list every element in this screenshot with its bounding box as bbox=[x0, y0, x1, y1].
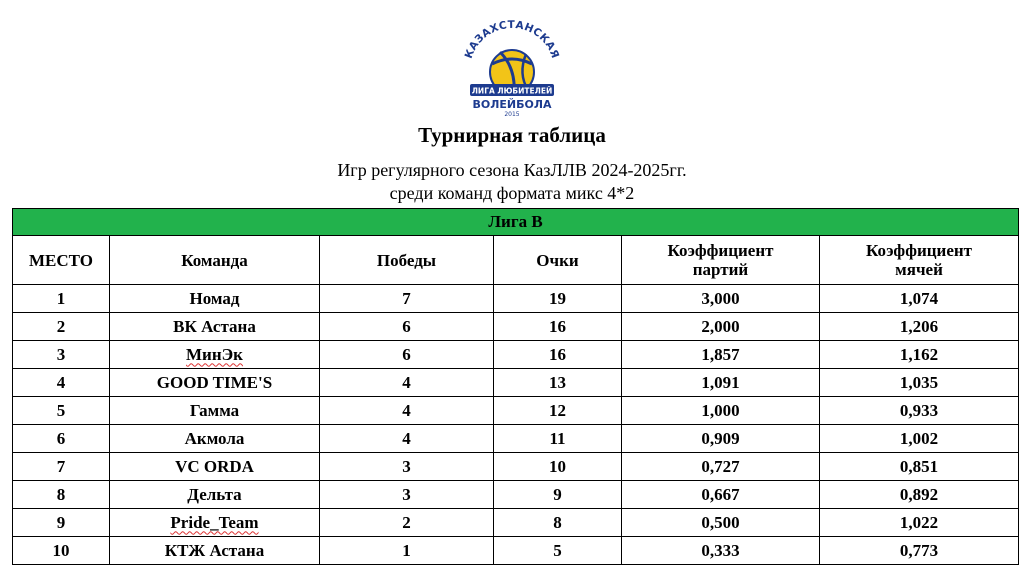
table-row bbox=[13, 285, 1019, 313]
cell-balls-ratio: 1,074 bbox=[820, 285, 1019, 313]
cell-team: Номад bbox=[110, 285, 320, 313]
table-row bbox=[13, 481, 1019, 509]
header-points: Очки bbox=[494, 236, 622, 285]
cell-wins: 6 bbox=[320, 341, 494, 369]
cell-points: 13 bbox=[494, 369, 622, 397]
cell-sets-ratio: 2,000 bbox=[622, 313, 820, 341]
header-sets-ratio bbox=[622, 236, 820, 285]
cell-team: GOOD TIME'S bbox=[110, 369, 320, 397]
cell-wins: 4 bbox=[320, 425, 494, 453]
table-row bbox=[13, 509, 1019, 537]
table-row bbox=[13, 425, 1019, 453]
table-row bbox=[13, 397, 1019, 425]
cell-balls-ratio: 1,022 bbox=[820, 509, 1019, 537]
cell-team: Дельта bbox=[110, 481, 320, 509]
cell-balls-ratio: 0,933 bbox=[820, 397, 1019, 425]
cell-balls-ratio: 1,162 bbox=[820, 341, 1019, 369]
cell-place: 4 bbox=[13, 369, 110, 397]
cell-team bbox=[110, 341, 320, 369]
cell-place: 5 bbox=[13, 397, 110, 425]
table-row bbox=[13, 313, 1019, 341]
cell-points: 12 bbox=[494, 397, 622, 425]
header-team: Команда bbox=[110, 236, 320, 285]
page-title: Турнирная таблица bbox=[418, 123, 606, 147]
header-wins: Победы bbox=[320, 236, 494, 285]
cell-sets-ratio: 0,727 bbox=[622, 453, 820, 481]
cell-wins: 4 bbox=[320, 369, 494, 397]
cell-sets-ratio: 0,667 bbox=[622, 481, 820, 509]
cell-points: 9 bbox=[494, 481, 622, 509]
league-header-row bbox=[13, 209, 1019, 236]
subtitle-format: среди команд формата микс 4*2 bbox=[389, 183, 635, 203]
cell-sets-ratio: 0,333 bbox=[622, 537, 820, 565]
cell-team: Гамма bbox=[110, 397, 320, 425]
cell-place: 9 bbox=[13, 509, 110, 537]
cell-points: 10 bbox=[494, 453, 622, 481]
header-balls-ratio bbox=[820, 236, 1019, 285]
cell-points: 8 bbox=[494, 509, 622, 537]
cell-balls-ratio: 1,206 bbox=[820, 313, 1019, 341]
cell-place: 1 bbox=[13, 285, 110, 313]
header-balls-ratio-line2: мячей bbox=[895, 260, 943, 279]
logo-arc-text: КАЗАХСТАНСКАЯ bbox=[462, 18, 562, 61]
league-label: Лига В bbox=[13, 209, 1019, 236]
cell-balls-ratio: 0,773 bbox=[820, 537, 1019, 565]
table-row bbox=[13, 341, 1019, 369]
cell-balls-ratio: 0,892 bbox=[820, 481, 1019, 509]
cell-place: 7 bbox=[13, 453, 110, 481]
cell-team: КТЖ Астана bbox=[110, 537, 320, 565]
cell-wins: 2 bbox=[320, 509, 494, 537]
table-row bbox=[13, 453, 1019, 481]
cell-team bbox=[110, 509, 320, 537]
cell-team: ВК Астана bbox=[110, 313, 320, 341]
header-place: МЕСТО bbox=[13, 236, 110, 285]
cell-place: 8 bbox=[13, 481, 110, 509]
team-name-text: МинЭк bbox=[186, 344, 243, 364]
logo-banner-text: ЛИГА ЛЮБИТЕЛЕЙ bbox=[471, 86, 553, 96]
header-balls-ratio-line1: Коэффициент bbox=[866, 241, 973, 260]
team-name-text: Pride_Team bbox=[170, 512, 259, 532]
cell-wins: 6 bbox=[320, 313, 494, 341]
cell-points: 11 bbox=[494, 425, 622, 453]
cell-team: VC ORDA bbox=[110, 453, 320, 481]
subtitle-season: Игр регулярного сезона КазЛЛВ 2024-2025гг. bbox=[337, 160, 687, 180]
cell-place: 3 bbox=[13, 341, 110, 369]
cell-place: 10 bbox=[13, 537, 110, 565]
standings-table bbox=[12, 208, 1019, 565]
cell-points: 16 bbox=[494, 341, 622, 369]
cell-place: 2 bbox=[13, 313, 110, 341]
cell-wins: 3 bbox=[320, 453, 494, 481]
column-header-row bbox=[13, 236, 1019, 285]
cell-balls-ratio: 1,002 bbox=[820, 425, 1019, 453]
cell-place: 6 bbox=[13, 425, 110, 453]
table-row bbox=[13, 537, 1019, 565]
cell-points: 5 bbox=[494, 537, 622, 565]
cell-sets-ratio: 1,857 bbox=[622, 341, 820, 369]
cell-sets-ratio: 0,500 bbox=[622, 509, 820, 537]
cell-balls-ratio: 1,035 bbox=[820, 369, 1019, 397]
header-sets-ratio-line2: партий bbox=[692, 260, 749, 279]
table-row bbox=[13, 369, 1019, 397]
league-logo bbox=[456, 18, 568, 118]
cell-sets-ratio: 0,909 bbox=[622, 425, 820, 453]
header-sets-ratio-line1: Коэффициент bbox=[667, 241, 774, 260]
cell-wins: 1 bbox=[320, 537, 494, 565]
cell-sets-ratio: 1,000 bbox=[622, 397, 820, 425]
cell-team: Акмола bbox=[110, 425, 320, 453]
cell-sets-ratio: 3,000 bbox=[622, 285, 820, 313]
cell-wins: 7 bbox=[320, 285, 494, 313]
cell-balls-ratio: 0,851 bbox=[820, 453, 1019, 481]
logo-year: 2015 bbox=[504, 111, 520, 118]
cell-points: 16 bbox=[494, 313, 622, 341]
logo-bottom-text: ВОЛЕЙБОЛА bbox=[472, 98, 552, 111]
cell-wins: 3 bbox=[320, 481, 494, 509]
cell-points: 19 bbox=[494, 285, 622, 313]
cell-wins: 4 bbox=[320, 397, 494, 425]
cell-sets-ratio: 1,091 bbox=[622, 369, 820, 397]
